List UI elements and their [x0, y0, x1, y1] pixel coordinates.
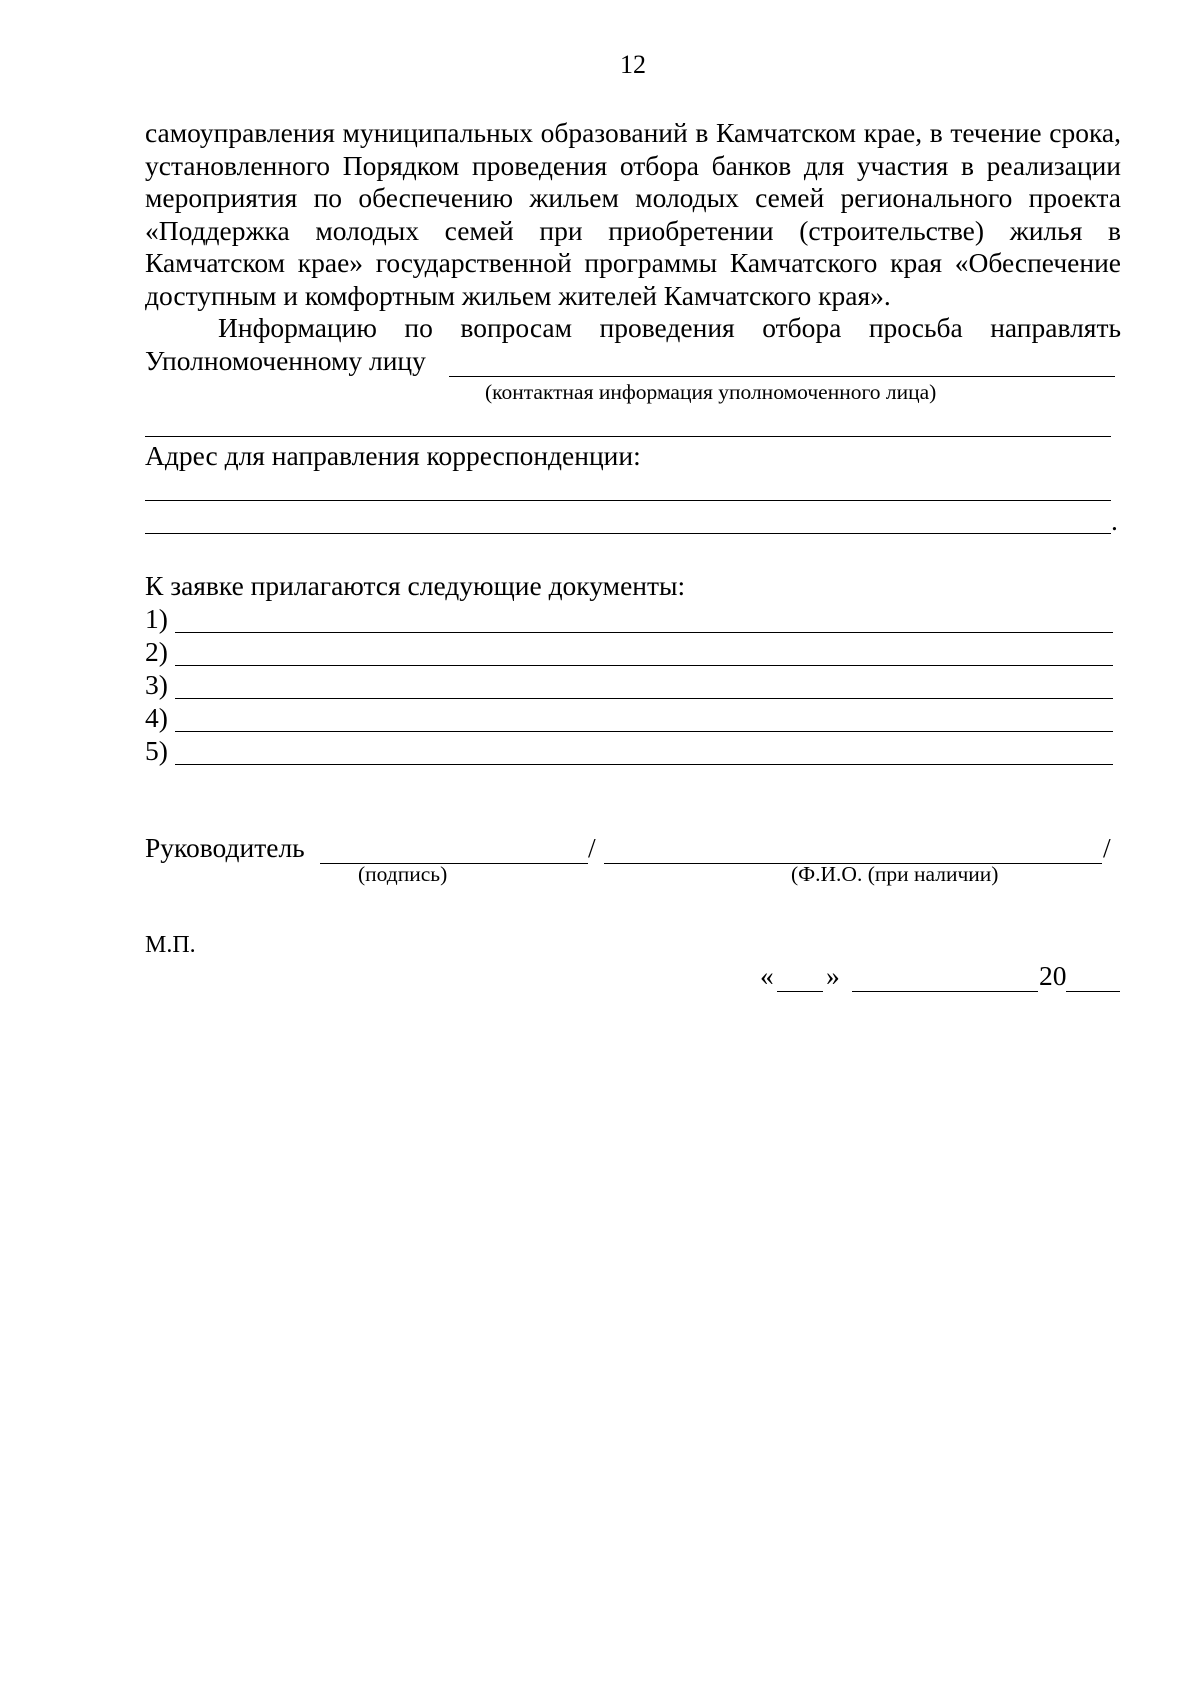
date-month-field-line[interactable]: [852, 991, 1038, 992]
address-field-line-2[interactable]: [145, 533, 1111, 534]
attachment-number: 3): [145, 669, 168, 700]
name-hint: (Ф.И.О. (при наличии): [791, 862, 999, 886]
date-open-quote: «: [760, 960, 774, 991]
address-field-line-1[interactable]: [145, 500, 1111, 501]
date-day-field-line[interactable]: [777, 991, 823, 992]
date-close-quote: »: [826, 960, 840, 991]
name-separator: /: [1103, 832, 1111, 863]
stamp-label: М.П.: [145, 932, 196, 958]
attachment-field-line[interactable]: [175, 698, 1113, 699]
attachment-number: 5): [145, 735, 168, 766]
contact-hint: (контактная информация уполномоченного лица): [485, 380, 937, 404]
signature-label: Руководитель: [145, 832, 305, 863]
attachment-field-line[interactable]: [175, 731, 1113, 732]
contact-field-line-2[interactable]: [145, 436, 1111, 437]
paragraph-deadline: самоуправления муниципальных образований в Камчатском крае, в течение срока, установленного Порядком проведения отбора банков для участия в реализации мероприятия по обеспечению жильем молодых семей регионального проекта «Поддержка молодых семей при приобретении (строительстве) жилья в Камчатском крае» государственной программы Камчатского края «Обеспечение доступным и комфортным жильем жителей Камчатского края».: [145, 117, 1121, 311]
attachment-number: 4): [145, 702, 168, 733]
page-number: 12: [620, 50, 646, 79]
contact-label: Уполномоченному лицу: [145, 345, 426, 376]
signature-separator: /: [588, 832, 596, 863]
attachments-label: К заявке прилагаются следующие документы:: [145, 570, 686, 601]
attachment-field-line[interactable]: [175, 632, 1113, 633]
date-year-field-line[interactable]: [1066, 991, 1120, 992]
address-label: Адрес для направления корреспонденции:: [145, 440, 641, 471]
address-end-mark: .: [1111, 505, 1118, 536]
attachment-field-line[interactable]: [175, 665, 1113, 666]
document-body: [145, 117, 1121, 345]
attachment-number: 1): [145, 603, 168, 634]
signature-hint: (подпись): [358, 862, 448, 886]
attachment-number: 2): [145, 636, 168, 667]
contact-field-line[interactable]: [449, 376, 1115, 377]
paragraph-info-request: Информацию по вопросам проведения отбора просьба направлять: [218, 312, 1121, 343]
date-year-prefix: 20: [1039, 960, 1067, 991]
attachment-field-line[interactable]: [175, 764, 1113, 765]
